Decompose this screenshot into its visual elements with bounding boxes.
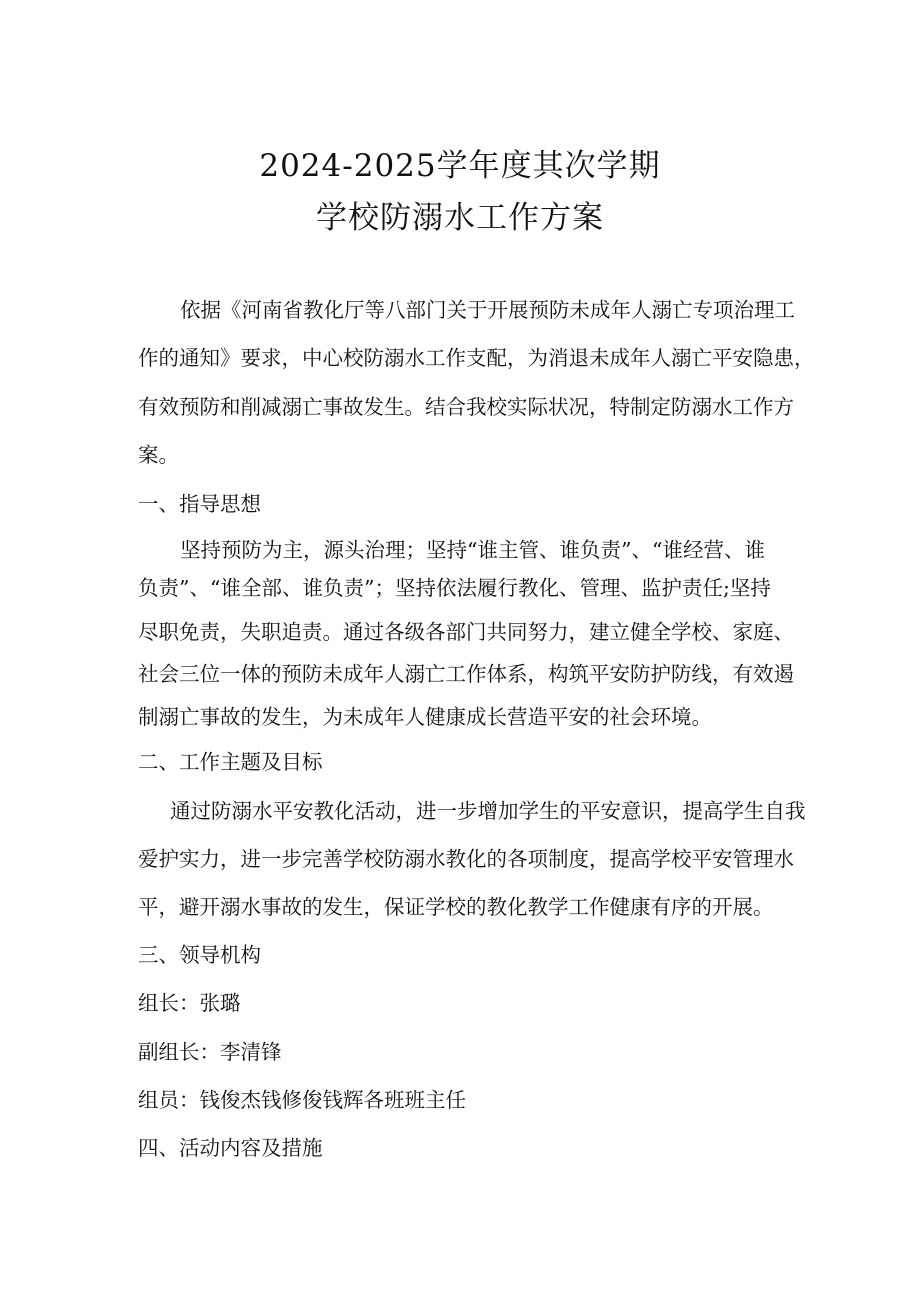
section1-line: 尽职免责，失职追责。通过各级各部门共同努力，建立健全学校、家庭、 [138,620,794,644]
section2-line: 平，避开溺水事故的发生，保证学校的教化教学工作健康有序的开展。 [138,895,774,919]
section-heading-theme-goals: 二、工作主题及目标 [138,750,323,774]
intro-line: 依据《河南省教化厅等八部门关于开展预防未成年人溺亡专项治理工 [180,298,795,322]
section1-line: 坚持预防为主，源头治理；坚持“谁主管、谁负责”、“谁经营、谁 [180,538,765,562]
section1-line: 制溺亡事故的发生，为未成年人健康成长营造平安的社会环境。 [138,705,712,729]
section-heading-guiding-thought: 一、指导思想 [138,492,261,516]
section2-line: 通过防溺水平安教化活动，进一步增加学生的平安意识，提高学生自我 [170,799,806,823]
section1-line: 社会三位一体的预防未成年人溺亡工作体系，构筑平安防护防线，有效遏 [138,662,794,686]
section1-line: 负责”、“谁全部、谁负责”；坚持依法履行教化、管理、监护责任;坚持 [138,576,771,600]
deputy-leader-line: 副组长：李清锋 [138,1040,282,1064]
section-heading-leadership: 三、领导机构 [138,943,261,967]
document-title-line1: 2024-2025学年度其次学期 [259,148,661,184]
members-line: 组员：钱俊杰钱修俊钱辉各班班主任 [138,1088,466,1112]
intro-line: 有效预防和削减溺亡事故发生。结合我校实际状况，特制定防溺水工作方 [138,395,794,419]
document-title-line2: 学校防溺水工作方案 [316,200,604,236]
intro-line: 作的通知》要求，中心校防溺水工作支配，为消退未成年人溺亡平安隐患， [138,346,815,370]
leader-line: 组长：张璐 [138,991,241,1015]
intro-line: 案。 [138,443,179,467]
section2-line: 爱护实力，进一步完善学校防溺水教化的各项制度，提高学校平安管理水 [138,847,794,871]
section-heading-activities: 四、活动内容及措施 [138,1136,323,1160]
